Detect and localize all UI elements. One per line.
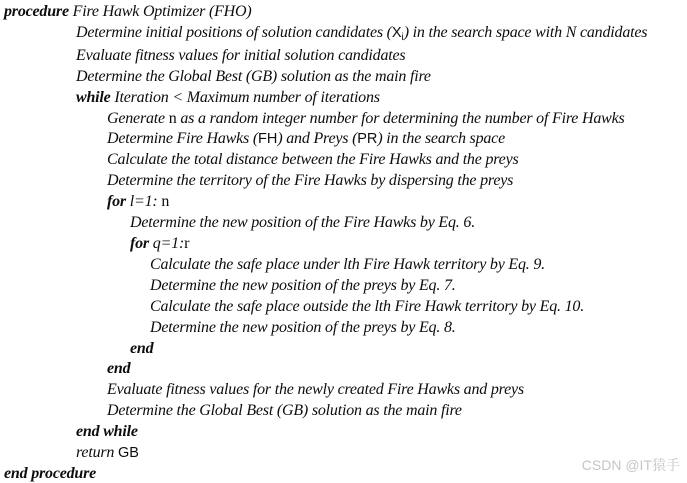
keyword-segment: while (76, 88, 115, 106)
pseudocode-line (4, 150, 687, 171)
pseudocode-line (4, 46, 687, 67)
pseudocode-line (4, 255, 687, 276)
text-segment: Generate (107, 109, 169, 127)
text-segment: ) in the search space with N candidates (403, 23, 648, 41)
pseudocode-line (4, 213, 687, 234)
text-segment: ) and Preys ( (277, 130, 358, 148)
text-segment: FH (257, 131, 278, 148)
pseudocode-line (4, 401, 687, 422)
text-segment: PR (357, 131, 378, 148)
keyword-segment: for (130, 234, 153, 252)
watermark-text: CSDN @IT猿手 (581, 457, 680, 473)
pseudocode-line (4, 129, 687, 150)
text-segment: i (401, 31, 404, 43)
text-segment: Calculate the safe place outside the lth Fire Hawk territory by Eq. 10. (150, 297, 585, 315)
pseudocode-line (4, 339, 687, 360)
text-segment: l=1: (129, 193, 162, 211)
text-segment: Calculate the safe place under lth Fire Hawk territory by Eq. 9. (150, 255, 545, 273)
text-segment: Determine the new position of the preys by Eq. 7. (150, 276, 456, 294)
text-segment: GB (118, 445, 139, 462)
text-segment: Iteration < Maximum number of iterations (114, 88, 380, 106)
keyword-segment: end procedure (4, 464, 97, 482)
keyword-segment: end (107, 360, 131, 378)
text-segment: Determine the new position of the preys by Eq. 8. (150, 318, 456, 336)
pseudocode-line (4, 88, 687, 109)
pseudocode-line (4, 422, 687, 443)
pseudocode-line (4, 109, 687, 130)
pseudocode-line (4, 192, 687, 213)
pseudocode-line (4, 318, 687, 339)
keyword-segment: end (130, 339, 154, 357)
text-segment: Determine the new position of the Fire Hawks by Eq. 6. (130, 214, 475, 232)
text-segment: as a random integer number for determining the number of Fire Hawks (176, 109, 625, 127)
text-segment: q=1: (152, 234, 185, 252)
text-segment: X (391, 24, 402, 41)
text-segment: r (184, 234, 190, 252)
text-segment: return (76, 444, 119, 462)
pseudocode-line (4, 359, 687, 380)
pseudocode-line (4, 276, 687, 297)
text-segment: Determine the territory of the Fire Hawks by dispersing the preys (107, 172, 514, 190)
pseudocode-line (4, 380, 687, 401)
text-segment: Determine the Global Best (GB) solution as the main fire (76, 67, 431, 85)
pseudocode-line (4, 234, 687, 255)
text-segment: Fire Hawk Optimizer (FHO) (72, 3, 252, 20)
text-segment: n (168, 109, 177, 127)
keyword-segment: end while (76, 423, 138, 441)
keyword-segment: procedure (4, 3, 73, 20)
text-segment: Evaluate fitness values for initial solution candidates (76, 46, 406, 64)
keyword-segment: for (107, 193, 130, 211)
pseudocode-line (4, 23, 687, 46)
text-segment: Calculate the total distance between the Fire Hawks and the preys (107, 151, 519, 169)
pseudocode-line (4, 2, 687, 23)
text-segment: Evaluate fitness values for the newly created Fire Hawks and preys (107, 381, 524, 399)
pseudocode-line (4, 297, 687, 318)
text-segment: Determine Fire Hawks ( (107, 130, 258, 148)
text-segment: ) in the search space (377, 130, 505, 148)
pseudocode-line (4, 171, 687, 192)
pseudocode-listing (4, 2, 687, 483)
text-segment: Determine the Global Best (GB) solution as the main fire (107, 402, 462, 420)
text-segment: n (161, 193, 170, 211)
text-segment: Determine initial positions of solution candidates ( (76, 23, 392, 41)
pseudocode-line (4, 67, 687, 88)
